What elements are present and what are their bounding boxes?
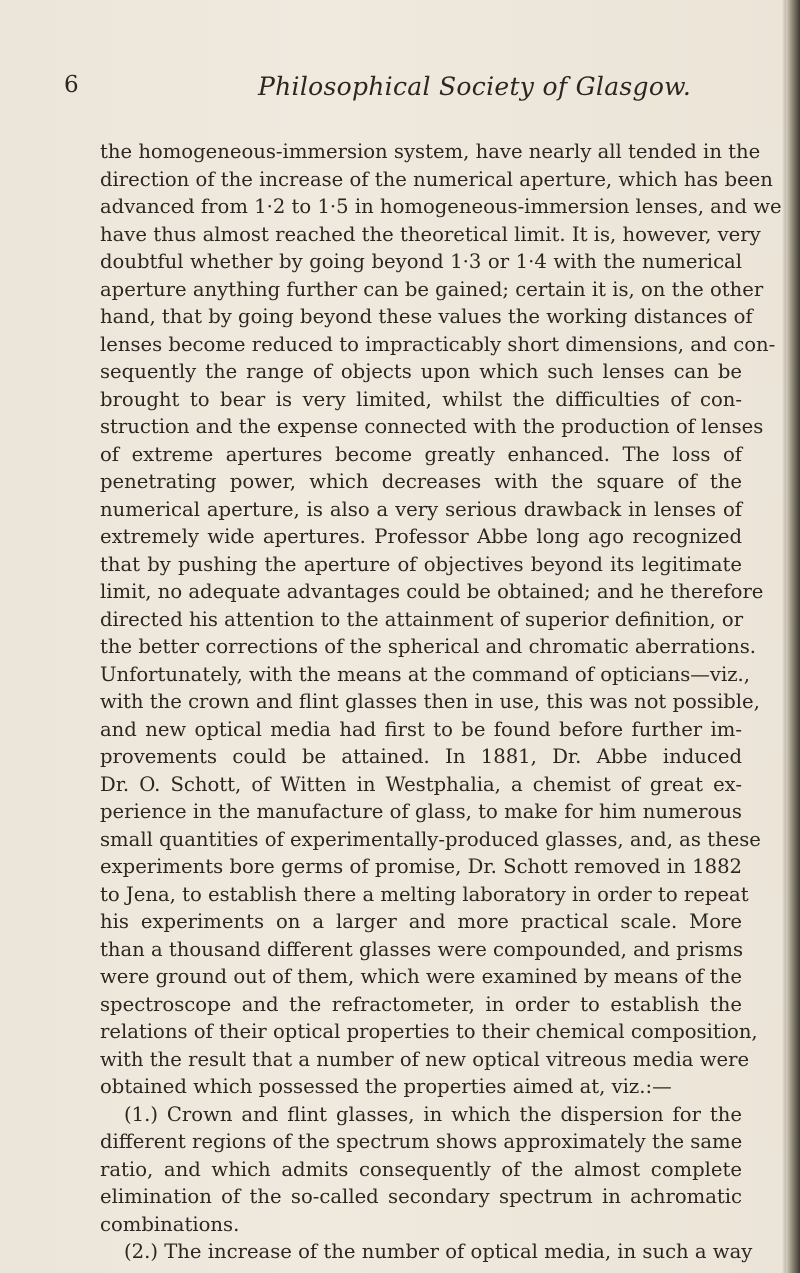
page-edge-shadow [786, 0, 800, 1273]
text-line: brought to bear is very limited, whilst the difficulties of con- [100, 387, 742, 411]
text-line: aperture anything further can be gained; certain it is, on the other [100, 277, 764, 301]
text-line: doubtful whether by going beyond 1·3 or 1·4 with the numerical [100, 250, 742, 273]
text-line: extremely wide apertures. Professor Abbe long ago recognized [100, 525, 742, 548]
list-item-2: (2.) The increase of the number of optical media, in such a way [124, 1240, 753, 1263]
text-line: ratio, and which admits consequently of the almost complete [100, 1157, 742, 1181]
text-line: limit, no adequate advantages could be obtained; and he therefore [100, 580, 764, 603]
text-line: perience in the manufacture of glass, to make for him numerous [100, 800, 742, 823]
text-line: that by pushing the aperture of objectives beyond its legitimate [100, 552, 742, 576]
text-line: experiments bore germs of promise, Dr. Schott removed in 1882 [100, 855, 742, 878]
text-line: numerical aperture, is also a very serious drawback in lenses of [100, 497, 742, 521]
text-line: to Jena, to establish there a melting laboratory in order to repeat [100, 882, 749, 906]
text-line: relations of their optical properties to their chemical composition, [100, 1020, 758, 1043]
text-line: the homogeneous-immersion system, have nearly all tended in the [100, 140, 761, 163]
text-line: penetrating power, which decreases with the square of the [100, 470, 742, 493]
text-line: were ground out of them, which were examined by means of the [100, 965, 742, 988]
text-line: struction and the expense connected with the production of lenses [100, 415, 764, 438]
text-line: provements could be attained. In 1881, Dr. Abbe induced [100, 745, 742, 768]
text-line: hand, that by going beyond these values the working distances of [100, 305, 753, 328]
text-line: direction of the increase of the numerical aperture, which has been [100, 167, 773, 191]
text-line: sequently the range of objects upon which such lenses can be [100, 360, 742, 383]
page-header [0, 72, 800, 112]
text-line: spectroscope and the refractometer, in order to establish the [100, 992, 742, 1016]
page-number: 6 [64, 72, 80, 98]
text-line: have thus almost reached the theoretical limit. It is, however, very [100, 222, 761, 246]
text-line: Unfortunately, with the means at the command of opticians—viz., [100, 662, 750, 686]
body-text [100, 138, 782, 1266]
text-line: small quantities of experimentally-produced glasses, and, as these [100, 827, 761, 851]
running-title: Philosophical Society of Glasgow. [258, 72, 692, 101]
text-line: than a thousand different glasses were compounded, and prisms [100, 937, 744, 961]
text-line: of extreme apertures become greatly enhanced. The loss of [100, 442, 742, 466]
text-line: obtained which possessed the properties aimed at, viz.:— [100, 1075, 672, 1098]
text-line: elimination of the so-called secondary spectrum in achromatic [100, 1185, 742, 1208]
text-line: Dr. O. Schott, of Witten in Westphalia, a chemist of great ex- [100, 772, 742, 796]
text-line: with the crown and flint glasses then in use, this was not possible, [100, 690, 760, 713]
text-line: his experiments on a larger and more practical scale. More [100, 910, 742, 933]
text-line: the better corrections of the spherical and chromatic aberrations. [100, 635, 756, 658]
text-line: and new optical media had first to be found before further im- [100, 717, 742, 741]
text-line: directed his attention to the attainment of superior definition, or [100, 607, 744, 631]
text-line: different regions of the spectrum shows approximately the same [100, 1130, 743, 1153]
text-line: combinations. [100, 1212, 240, 1236]
text-line: advanced from 1·2 to 1·5 in homogeneous-immersion lenses, and we [100, 195, 782, 218]
text-line: with the result that a number of new optical vitreous media were [100, 1047, 750, 1071]
list-item-1: (1.) Crown and flint glasses, in which the dispersion for the [124, 1102, 742, 1126]
text-line: lenses become reduced to impracticably short dimensions, and con- [100, 332, 776, 356]
